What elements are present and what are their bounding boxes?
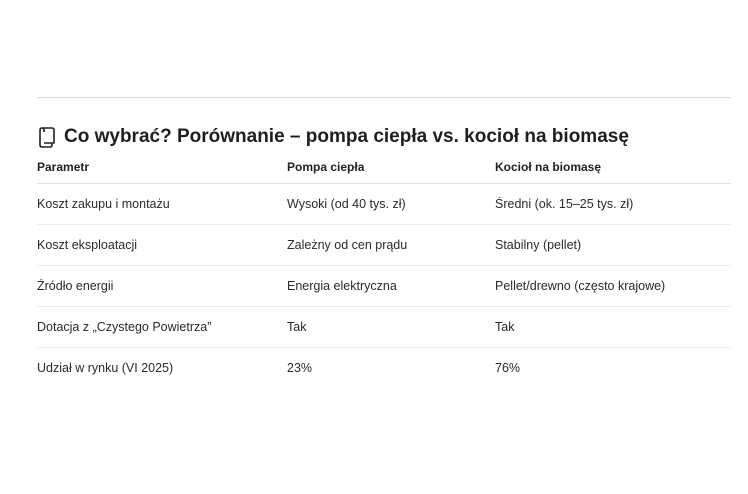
comparison-table xyxy=(37,150,731,388)
table-cell-biomass-boiler: Pellet/drewno (często krajowe) xyxy=(495,279,666,293)
table-cell-biomass-boiler: Stabilny (pellet) xyxy=(495,238,582,252)
table-row xyxy=(37,184,731,225)
table-cell-parameter: Dotacja z „Czystego Powietrza” xyxy=(37,320,212,334)
table-cell-heat-pump: Energia elektryczna xyxy=(287,279,397,293)
section-divider xyxy=(37,97,731,98)
table-cell-parameter: Udział w rynku (VI 2025) xyxy=(37,361,174,375)
table-cell-heat-pump: Zależny od cen prądu xyxy=(287,238,408,252)
table-cell-biomass-boiler: Tak xyxy=(495,320,515,334)
table-row xyxy=(37,307,731,348)
table-cell-heat-pump: Wysoki (od 40 tys. zł) xyxy=(287,197,406,211)
scroll-icon xyxy=(37,126,55,148)
table-cell-heat-pump: Tak xyxy=(287,320,307,334)
column-header-biomass-boiler: Kocioł na biomasę xyxy=(495,159,602,174)
table-cell-parameter: Koszt zakupu i montażu xyxy=(37,197,170,211)
table-cell-biomass-boiler: Średni (ok. 15–25 tys. zł) xyxy=(495,197,634,211)
column-header-parameter: Parametr xyxy=(37,159,90,174)
table-cell-biomass-boiler: 76% xyxy=(495,361,521,375)
table-row xyxy=(37,225,731,266)
section-heading xyxy=(37,124,629,150)
column-header-heat-pump: Pompa ciepła xyxy=(287,159,365,174)
table-cell-parameter: Koszt eksploatacji xyxy=(37,238,138,252)
table-row xyxy=(37,348,731,388)
table-cell-heat-pump: 23% xyxy=(287,361,313,375)
table-row xyxy=(37,266,731,307)
table-header-row xyxy=(37,150,731,184)
table-cell-parameter: Źródło energii xyxy=(37,279,114,293)
page-title: Co wybrać? Porównanie – pompa ciepła vs. kocioł na biomasę xyxy=(64,126,629,147)
